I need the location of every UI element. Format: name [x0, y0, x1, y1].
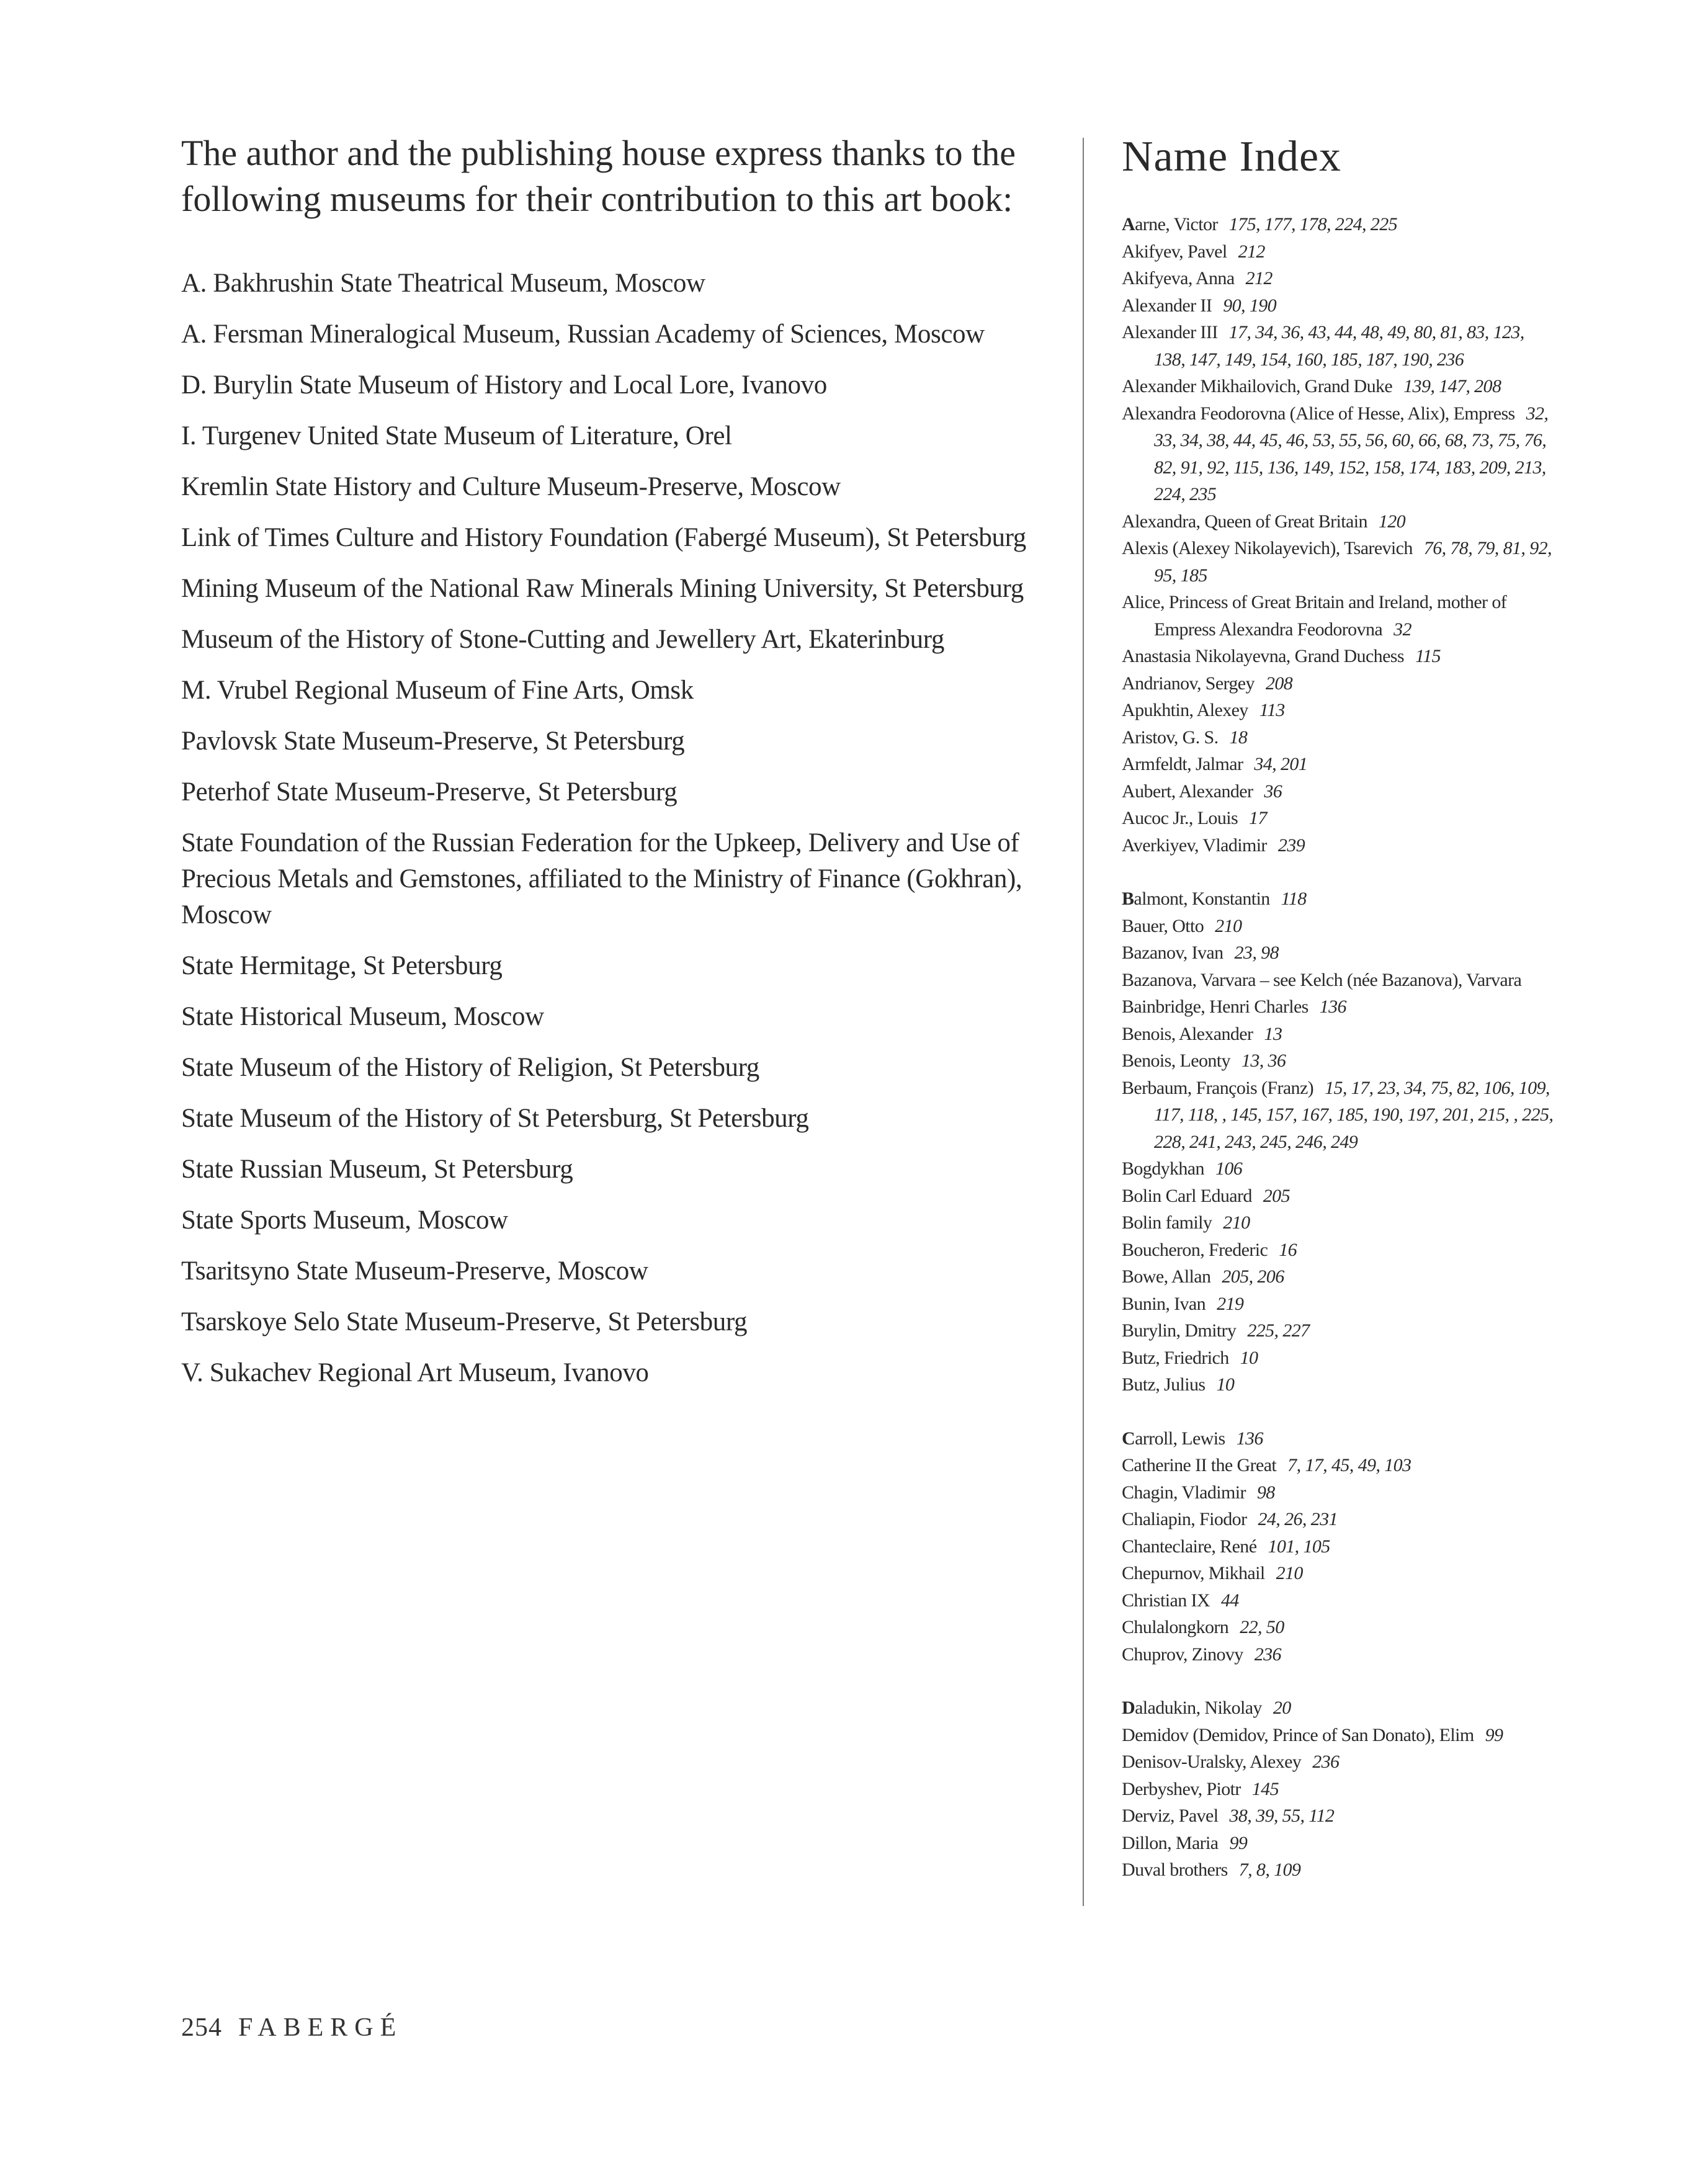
index-entry-name: Derbyshev, Piotr — [1122, 1778, 1241, 1799]
index-entry-pages: 136 — [1319, 996, 1346, 1017]
index-entry-name: Dillon, Maria — [1122, 1832, 1219, 1853]
index-entry — [1122, 373, 1556, 400]
index-entry-pages: 16 — [1279, 1239, 1297, 1260]
index-entry-pages: 239 — [1277, 835, 1305, 856]
index-entry — [1122, 1587, 1556, 1614]
index-entry-pages: 236 — [1312, 1752, 1340, 1772]
index-entry-pages: 18 — [1229, 727, 1248, 748]
index-entry-name: Apukhtin, Alexey — [1122, 700, 1248, 720]
index-entry — [1122, 265, 1556, 292]
index-entry-name: Anastasia Nikolayevna, Grand Duchess — [1122, 646, 1404, 666]
index-entry-name: Benois, Alexander — [1122, 1023, 1253, 1044]
index-entry-name: Chaliapin, Fiodor — [1122, 1509, 1247, 1529]
index-entry — [1122, 508, 1556, 535]
index-entry-pages: 113 — [1259, 700, 1285, 720]
index-entry-pages: 136 — [1236, 1428, 1263, 1449]
museum-item: State Museum of the History of Religion, St Petersburg — [181, 1053, 759, 1082]
index-entry — [1122, 211, 1556, 238]
index-entry-pages: 7, 8, 109 — [1238, 1860, 1301, 1880]
page-number: 254 — [181, 2013, 222, 2042]
index-entry-name: Alexander Mikhailovich, Grand Duke — [1122, 376, 1393, 396]
index-entry-pages: 205, 206 — [1222, 1266, 1284, 1287]
museum-item: Museum of the History of Stone-Cutting and Jewellery Art, Ekaterinburg — [181, 625, 944, 654]
index-entry-name: Alexis (Alexey Nikolayevich), Tsarevich — [1122, 538, 1413, 558]
index-entry — [1122, 1776, 1556, 1803]
index-entry-pages: 17, 34, 36, 43, 44, 48, 49, 80, 81, 83, 123, 138, 147, 149, 154, 160, 185, 187, 190, 236 — [1154, 322, 1524, 370]
index-entry-pages: 99 — [1229, 1832, 1248, 1853]
index-entry-name: Bainbridge, Henri Charles — [1122, 996, 1309, 1017]
index-entry — [1122, 967, 1556, 994]
museum-item: A. Fersman Mineralogical Museum, Russian Academy of Sciences, Moscow — [181, 320, 985, 349]
index-entry — [1122, 939, 1556, 967]
index-entry-name: Catherine II the Great — [1122, 1455, 1277, 1475]
index-entry-pages: 15, 17, 23, 34, 75, 82, 106, 109, 117, 118, , 145, 157, 167, 185, 190, 197, 201, 215, , 225, 228, 241, 243, 245, 246, 249 — [1154, 1077, 1554, 1152]
index-entry-pages: 13, 36 — [1241, 1050, 1286, 1071]
museum-item: Link of Times Culture and History Foundation (Fabergé Museum), St Petersburg — [181, 523, 1026, 552]
index-entry — [1122, 913, 1556, 940]
index-entry — [1122, 1802, 1556, 1830]
index-entry-name: Bazanov, Ivan — [1122, 942, 1224, 963]
index-group-a — [1122, 211, 1556, 859]
index-entry-name: Chulalongkorn — [1122, 1617, 1229, 1637]
index-entry-name: arroll, Lewis — [1135, 1428, 1225, 1449]
index-entry-pages: 219 — [1217, 1293, 1244, 1314]
index-entry-name: Averkiyev, Vladimir — [1122, 835, 1267, 856]
index-entry — [1122, 697, 1556, 724]
museum-item: I. Turgenev United State Museum of Literature, Orel — [181, 421, 732, 450]
name-index-section — [1122, 129, 1556, 1910]
index-entry-name: Alexander II — [1122, 295, 1212, 316]
index-entry — [1122, 1021, 1556, 1048]
museum-item: D. Burylin State Museum of History and Local Lore, Ivanovo — [181, 370, 827, 400]
museum-item: State Sports Museum, Moscow — [181, 1206, 508, 1235]
index-entry — [1122, 1748, 1556, 1776]
index-entry — [1122, 724, 1556, 751]
index-letter: D — [1122, 1698, 1135, 1718]
index-entry — [1122, 1371, 1556, 1399]
index-entry — [1122, 885, 1556, 913]
index-entry-name: Burylin, Dmitry — [1122, 1320, 1237, 1341]
index-entry-pages: 210 — [1215, 915, 1242, 936]
museum-item: State Museum of the History of St Petersburg, St Petersburg — [181, 1104, 809, 1133]
index-entry-pages: 32 — [1394, 619, 1411, 640]
index-entry-pages: 90, 190 — [1223, 295, 1277, 316]
index-entry-name: Butz, Friedrich — [1122, 1347, 1229, 1368]
index-entry — [1122, 292, 1556, 320]
acknowledgements-heading: The author and the publishing house express thanks to the following museums for their contribution to this art book: — [181, 133, 1016, 219]
index-entry — [1122, 670, 1556, 697]
index-entry — [1122, 1317, 1556, 1345]
index-entry — [1122, 1263, 1556, 1291]
museum-item: V. Sukachev Regional Art Museum, Ivanovo — [181, 1358, 649, 1387]
index-entry-pages: 212 — [1238, 241, 1265, 262]
index-entry-name: Bunin, Ivan — [1122, 1293, 1206, 1314]
name-index-title: Name Index — [1122, 133, 1342, 181]
index-entry-pages: 17 — [1249, 808, 1267, 828]
index-entry — [1122, 1075, 1556, 1156]
index-entry — [1122, 1614, 1556, 1641]
index-entry-name: Chagin, Vladimir — [1122, 1482, 1246, 1503]
index-entry — [1122, 589, 1556, 643]
acknowledgements-section — [181, 130, 1075, 1406]
index-entry-name: Chuprov, Zinovy — [1122, 1644, 1243, 1665]
index-entry-name: Chanteclaire, René — [1122, 1536, 1257, 1557]
index-entry-name: Bolin family — [1122, 1212, 1212, 1233]
index-entry — [1122, 1425, 1556, 1452]
index-entry — [1122, 1641, 1556, 1668]
index-entry-name: Bowe, Allan — [1122, 1266, 1211, 1287]
index-entry-name: Christian IX — [1122, 1590, 1210, 1611]
index-entry-name: Demidov (Demidov, Prince of San Donato), Elim — [1122, 1724, 1474, 1745]
index-entry-pages: 225, 227 — [1247, 1320, 1310, 1341]
museum-item: Kremlin State History and Culture Museum-Preserve, Moscow — [181, 472, 841, 501]
index-entry — [1122, 1183, 1556, 1210]
index-entry-name: arne, Victor — [1135, 214, 1218, 235]
index-entry-pages: 118 — [1281, 888, 1307, 909]
index-group-d — [1122, 1694, 1556, 1884]
index-entry — [1122, 993, 1556, 1021]
index-entry — [1122, 1047, 1556, 1075]
index-entry — [1122, 1533, 1556, 1560]
index-entry-pages: 20 — [1273, 1698, 1291, 1718]
index-entry-name: Denisov-Uralsky, Alexey — [1122, 1752, 1302, 1772]
index-entry-pages: 139, 147, 208 — [1403, 376, 1501, 396]
index-entry — [1122, 1722, 1556, 1749]
index-entry-pages: 32, 33, 34, 38, 44, 45, 46, 53, 55, 56, 60, 66, 68, 73, 75, 76, 82, 91, 92, 115, 136, 149, 152, 158, 174, 183, 209, 213, 224, 235 — [1154, 403, 1549, 504]
index-entry-name: Duval brothers — [1122, 1860, 1228, 1880]
index-entry — [1122, 1345, 1556, 1372]
index-entry-pages: 22, 50 — [1240, 1617, 1284, 1637]
museum-item: A. Bakhrushin State Theatrical Museum, Moscow — [181, 269, 705, 298]
index-entry — [1122, 1452, 1556, 1479]
index-entry — [1122, 400, 1556, 508]
index-entry-name: Bauer, Otto — [1122, 915, 1204, 936]
index-entry-name: aladukin, Nikolay — [1135, 1698, 1262, 1718]
museum-item: Tsaritsyno State Museum-Preserve, Moscow — [181, 1256, 648, 1286]
index-entry — [1122, 1479, 1556, 1506]
index-entry-name: Alexander III — [1122, 322, 1218, 342]
running-title: FABERGÉ — [238, 2013, 403, 2042]
index-entry — [1122, 778, 1556, 805]
index-entry-pages: 208 — [1265, 673, 1293, 694]
index-entry-pages: 23, 98 — [1234, 942, 1279, 963]
index-entry-pages: 145 — [1251, 1778, 1279, 1799]
index-entry-pages: 106 — [1215, 1158, 1243, 1179]
index-entry-pages: 212 — [1245, 268, 1273, 289]
index-entry-name: Akifyev, Pavel — [1122, 241, 1227, 262]
index-entry-pages: 24, 26, 231 — [1258, 1509, 1338, 1529]
museum-item: M. Vrubel Regional Museum of Fine Arts, Omsk — [181, 676, 694, 705]
index-entry-pages: 10 — [1216, 1374, 1235, 1395]
index-entry-name: Butz, Julius — [1122, 1374, 1206, 1395]
index-entry-name: almont, Konstantin — [1134, 888, 1270, 909]
index-entry-name: Derviz, Pavel — [1122, 1806, 1219, 1826]
index-entry — [1122, 535, 1556, 589]
index-entry-name: Alexandra Feodorovna (Alice of Hesse, Alix), Empress — [1122, 403, 1515, 424]
index-entry-pages: 210 — [1276, 1563, 1303, 1583]
index-entry-name: Aristov, G. S. — [1122, 727, 1219, 748]
index-entry-name: Bogdykhan — [1122, 1158, 1204, 1179]
index-entry-name: Armfeldt, Jalmar — [1122, 754, 1243, 774]
index-entry — [1122, 1155, 1556, 1183]
name-index-list — [1122, 211, 1556, 1884]
index-entry — [1122, 1560, 1556, 1587]
index-entry-name: Akifyeva, Anna — [1122, 268, 1235, 289]
index-entry — [1122, 805, 1556, 832]
index-entry — [1122, 238, 1556, 266]
index-entry-pages: 175, 177, 178, 224, 225 — [1228, 214, 1397, 235]
index-entry — [1122, 319, 1556, 373]
index-entry-name: Andrianov, Sergey — [1122, 673, 1255, 694]
museum-item: Peterhof State Museum-Preserve, St Petersburg — [181, 777, 678, 807]
index-entry-pages: 44 — [1220, 1590, 1239, 1611]
index-letter: A — [1122, 214, 1135, 235]
index-letter: B — [1122, 888, 1134, 909]
index-entry-name: Bolin Carl Eduard — [1122, 1185, 1252, 1206]
index-entry-name: Bazanova, Varvara – see Kelch (née Bazanova), Varvara — [1122, 969, 1522, 990]
page-footer — [181, 2010, 403, 2045]
index-entry-pages: 76, 78, 79, 81, 92, 95, 185 — [1154, 538, 1552, 586]
museum-item: Pavlovsk State Museum-Preserve, St Petersburg — [181, 727, 685, 756]
index-entry-name: Alice, Princess of Great Britain and Ireland, mother of Empress Alexandra Feodorovna — [1122, 592, 1507, 640]
museum-item: Mining Museum of the National Raw Minerals Mining University, St Petersburg — [181, 574, 1024, 603]
index-entry-name: Aucoc Jr., Louis — [1122, 808, 1238, 828]
index-entry-pages: 7, 17, 45, 49, 103 — [1287, 1455, 1411, 1475]
index-entry — [1122, 1694, 1556, 1722]
index-entry — [1122, 1209, 1556, 1237]
index-letter: C — [1122, 1428, 1135, 1449]
index-entry-pages: 10 — [1240, 1347, 1258, 1368]
index-entry-pages: 210 — [1223, 1212, 1250, 1233]
index-entry-pages: 101, 105 — [1268, 1536, 1330, 1557]
index-entry-pages: 38, 39, 55, 112 — [1229, 1806, 1335, 1826]
index-entry-pages: 13 — [1264, 1023, 1282, 1044]
index-entry-pages: 34, 201 — [1254, 754, 1308, 774]
index-entry — [1122, 1856, 1556, 1884]
museum-list — [181, 266, 1075, 1391]
index-entry — [1122, 1506, 1556, 1533]
index-entry-pages: 205 — [1263, 1185, 1290, 1206]
index-entry — [1122, 643, 1556, 670]
museum-item: Tsarskoye Selo State Museum-Preserve, St Petersburg — [181, 1307, 748, 1336]
index-entry-name: Alexandra, Queen of Great Britain — [1122, 511, 1367, 532]
index-entry-pages: 236 — [1254, 1644, 1281, 1665]
index-group-c — [1122, 1425, 1556, 1668]
index-entry — [1122, 751, 1556, 778]
index-entry — [1122, 1291, 1556, 1318]
index-entry-pages: 120 — [1378, 511, 1406, 532]
museum-item: State Russian Museum, St Petersburg — [181, 1155, 573, 1184]
column-divider — [1083, 138, 1084, 1906]
museum-item: State Hermitage, St Petersburg — [181, 951, 503, 980]
index-entry-name: Chepurnov, Mikhail — [1122, 1563, 1265, 1583]
index-entry-pages: 115 — [1415, 646, 1441, 666]
index-entry-name: Boucheron, Frederic — [1122, 1239, 1268, 1260]
index-entry-pages: 98 — [1256, 1482, 1275, 1503]
museum-item: State Historical Museum, Moscow — [181, 1002, 544, 1031]
index-entry — [1122, 1830, 1556, 1857]
index-entry-name: Aubert, Alexander — [1122, 781, 1253, 802]
index-entry-name: Benois, Leonty — [1122, 1050, 1230, 1071]
index-entry-name: Berbaum, François (Franz) — [1122, 1077, 1314, 1098]
index-entry-pages: 99 — [1485, 1724, 1503, 1745]
index-entry — [1122, 1237, 1556, 1264]
index-group-b — [1122, 885, 1556, 1399]
museum-item: State Foundation of the Russian Federation for the Upkeep, Delivery and Use of Precious Metals and Gemstones, affiliated to the Ministry of Finance (Gokhran), Moscow — [181, 828, 1022, 929]
index-entry — [1122, 832, 1556, 859]
index-entry-pages: 36 — [1264, 781, 1282, 802]
